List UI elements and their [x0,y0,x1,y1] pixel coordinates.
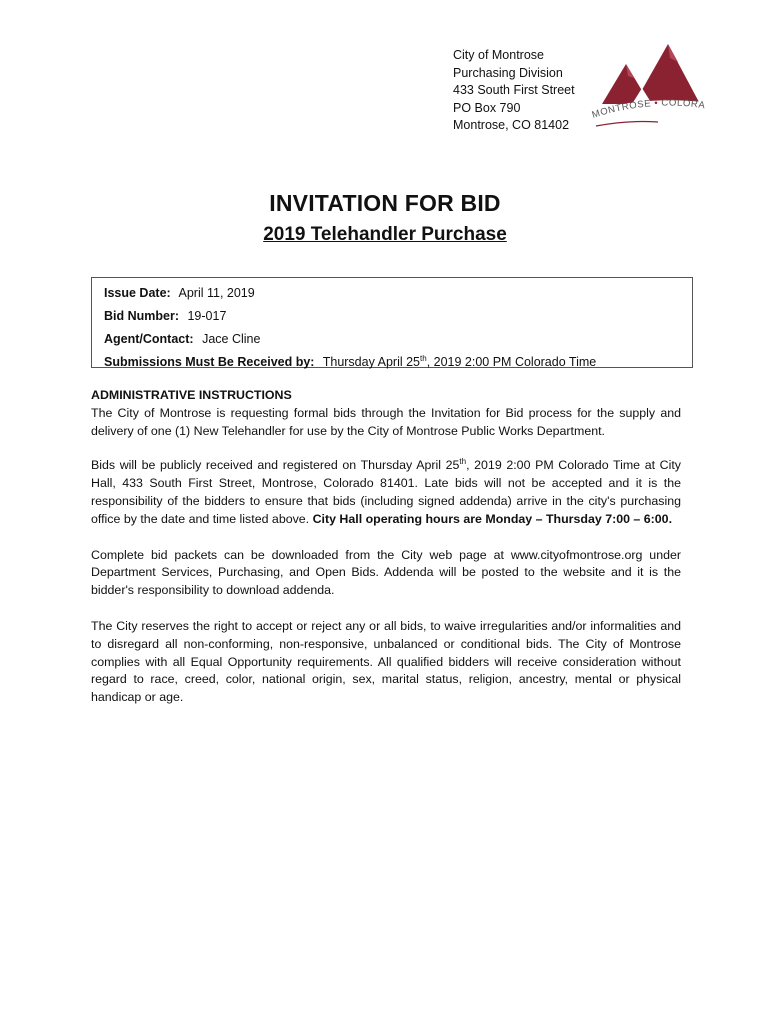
bid-number-label: Bid Number: [104,309,179,323]
address-line-po-box: PO Box 790 [453,100,521,115]
agent-contact-label: Agent/Contact: [104,332,194,346]
city-address-block [453,47,575,135]
logo-text-montrose: MONTROSE [590,98,652,121]
instructions-paragraph-1: The City of Montrose is requesting formal bids through the Invitation for Bid process for the supply and delivery of one (1) New Telehandler for use by the City of Montrose Public Works Department. [91,405,681,438]
issue-date-value: April 11, 2019 [178,286,255,300]
logo-text-colorado: COLORA [661,97,707,112]
submission-deadline-label: Submissions Must Be Received by: [104,355,315,369]
address-line-city-state-zip: Montrose, CO 81402 [453,118,570,133]
address-line-division: Purchasing Division [453,65,563,80]
deadline-ordinal: th [420,353,427,363]
instructions-heading: ADMINISTRATIVE INSTRUCTIONS [91,388,292,402]
issue-date-label: Issue Date: [104,286,171,300]
administrative-instructions [91,387,681,725]
p2-text-middle: , 2019 2:00 PM Colorado Time at City Hall, 433 South First Street, Montrose, Colorado 81401. Late bids will not be accepted and it is the responsibility of the bidders to ensure that bids (including signed addenda) arrive in the city's purchasing office by the date and time listed above. [91,458,681,526]
bid-number-row [104,305,692,328]
address-line-city: City of Montrose [453,48,545,62]
submission-deadline-value [323,355,597,369]
city-hall-hours: City Hall operating hours are Monday – Thursday 7:00 – 6:00. [312,511,673,526]
instructions-paragraph-3: Complete bid packets can be downloaded from the City web page at www.cityofmontrose.org under Department Services, Purchasing, and Open Bids. Addenda will be posted to the website and it is the bidder's responsibility to download addenda. [91,547,681,598]
instructions-heading-paragraph [91,387,681,440]
bid-number-value: 19-017 [187,309,227,323]
document-subtitle: 2019 Telehandler Purchase [263,224,507,245]
agent-contact-row [104,328,692,351]
agent-contact-value: Jace Cline [202,332,261,346]
city-of-montrose-logo [588,40,708,135]
submission-deadline-row [104,351,692,374]
svg-text:MONTROSE•COLORADO: MONTROSE • COLORA [588,40,706,121]
instructions-paragraph-4: The City reserves the right to accept or reject any or all bids, to waive irregularities and/or informalities and to disregard all non-conforming, non-responsive, unbalanced or conditional bids. The City of Montrose complies with all Equal Opportunity requirements. All qualified bidders will receive consideration without regard to race, creed, color, national origin, sex, marital status, religion, ancestry, mental or physical handicap or age. [91,618,681,705]
p2-ordinal: th [459,457,467,467]
p2-text-start: Bids will be publicly received and registered on Thursday April 25 [91,458,460,473]
issue-date-row [104,282,692,305]
deadline-time: , 2019 2:00 PM Colorado Time [426,355,597,369]
instructions-paragraph-2 [91,457,681,528]
deadline-date: Thursday April 25 [322,355,421,369]
mountain-logo-icon [588,40,708,135]
document-title: INVITATION FOR BID [269,190,501,216]
address-line-street: 433 South First Street [453,83,575,98]
bid-info-box [91,277,693,368]
